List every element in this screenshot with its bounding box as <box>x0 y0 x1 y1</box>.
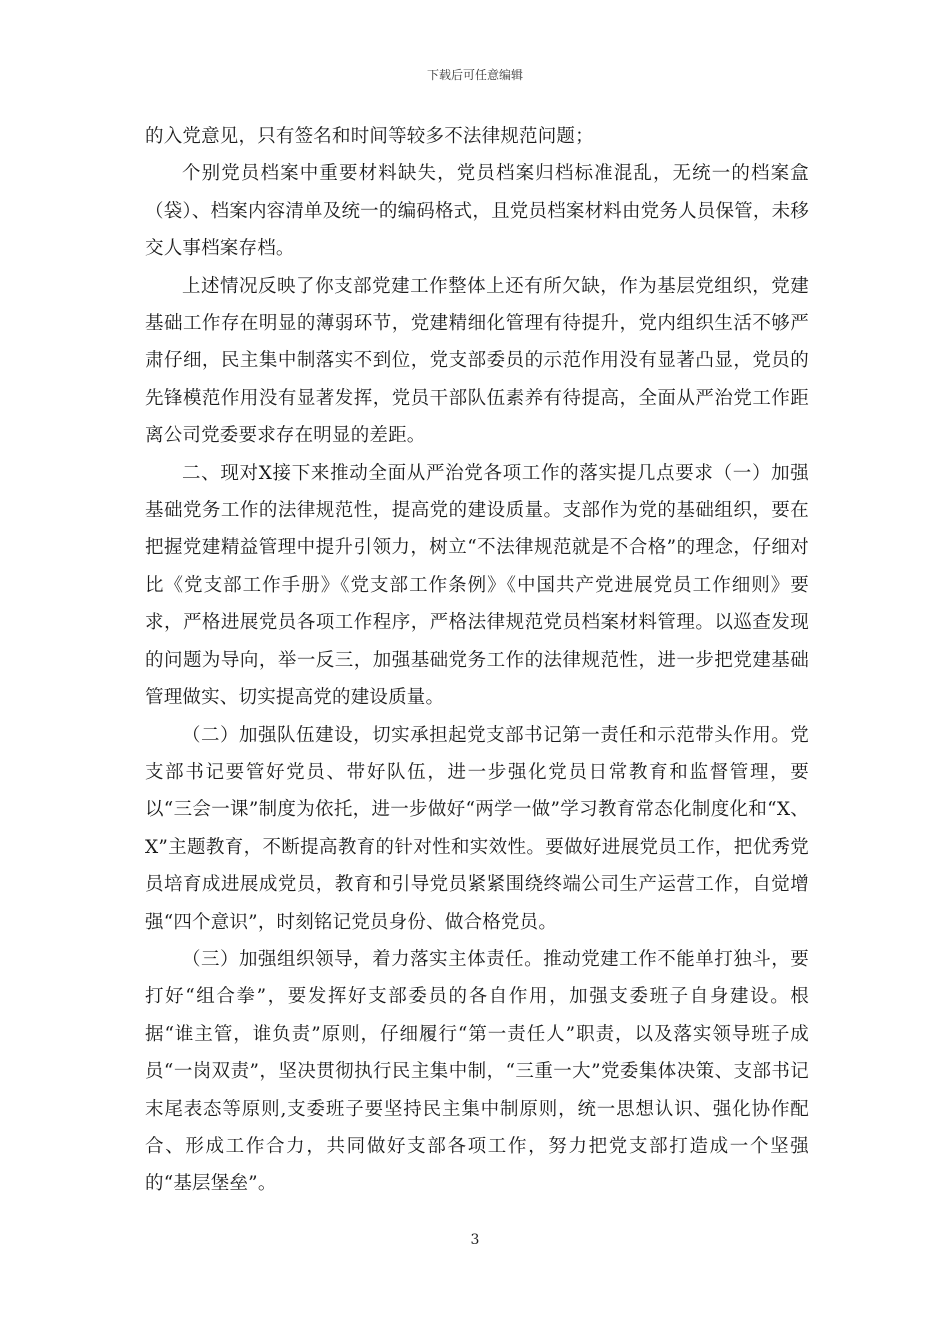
paragraph-2: 个别党员档案中重要材料缺失，党员档案归档标准混乱，无统一的档案盒（袋）、档案内容清单及统一的编码格式，且党员档案材料由党务人员保管，未移交人事档案存档。 <box>145 163 809 260</box>
document-body <box>145 118 809 1203</box>
page-header: 下载后可任意编辑 <box>426 68 523 82</box>
paragraph-4: 二、现对X接下来推动全面从严治党各项工作的落实提几点要求（一）加强基础党务工作的法律规范性，提高党的建设质量。支部作为党的基础组织，要在把握党建精益管理中提升引领力，树立“不法律规范就是不合格”的理念，仔细对比《党支部工作手册》《党支部工作条例》《中国共产党进展党员工作细则》要求，严格进展党员各项工作程序，严格法律规范党员档案材料管理。以巡查发现的问题为导向，举一反三，加强基础党务工作的法律规范性，进一步把党建基础管理做实、切实提高党的建设质量。 <box>145 462 809 709</box>
paragraph-5: （二）加强队伍建设，切实承担起党支部书记第一责任和示范带头作用。党支部书记要管好党员、带好队伍，进一步强化党员日常教育和监督管理，要以“三会一课”制度为依托，进一步做好“两学一做”学习教育常态化制度化和“X、X”主题教育，不断提高教育的针对性和实效性。要做好进展党员工作，把优秀党员培育成进展成党员，教育和引导党员紧紧围绕终端公司生产运营工作，自觉增强“四个意识”，时刻铭记党员身份、做合格党员。 <box>145 724 809 933</box>
page-number: 3 <box>470 1232 480 1248</box>
paragraph-6: （三）加强组织领导，着力落实主体责任。推动党建工作不能单打独斗，要打好“组合拳”，要发挥好支部委员的各自作用，加强支委班子自身建设。根据“谁主管，谁负责”原则，仔细履行“第一责任人”职责，以及落实领导班子成员“一岗双责”，坚决贯彻执行民主集中制，“三重一大”党委集体决策、支部书记末尾表态等原则,支委班子要坚持民主集中制原则，统一思想认识、强化协作配合、形成工作合力，共同做好支部各项工作，努力把党支部打造成一个坚强的“基层堡垒”。 <box>145 948 809 1195</box>
paragraph-3: 上述情况反映了你支部党建工作整体上还有所欠缺，作为基层党组织，党建基础工作存在明显的薄弱环节，党建精细化管理有待提升，党内组织生活不够严肃仔细，民主集中制落实不到位，党支部委员的示范作用没有显著凸显，党员的先锋模范作用没有显著发挥，党员干部队伍素养有待提高，全面从严治党工作距离公司党委要求存在明显的差距。 <box>145 275 809 447</box>
paragraph-1: 的入党意见，只有签名和时间等较多不法律规范问题； <box>145 126 594 147</box>
